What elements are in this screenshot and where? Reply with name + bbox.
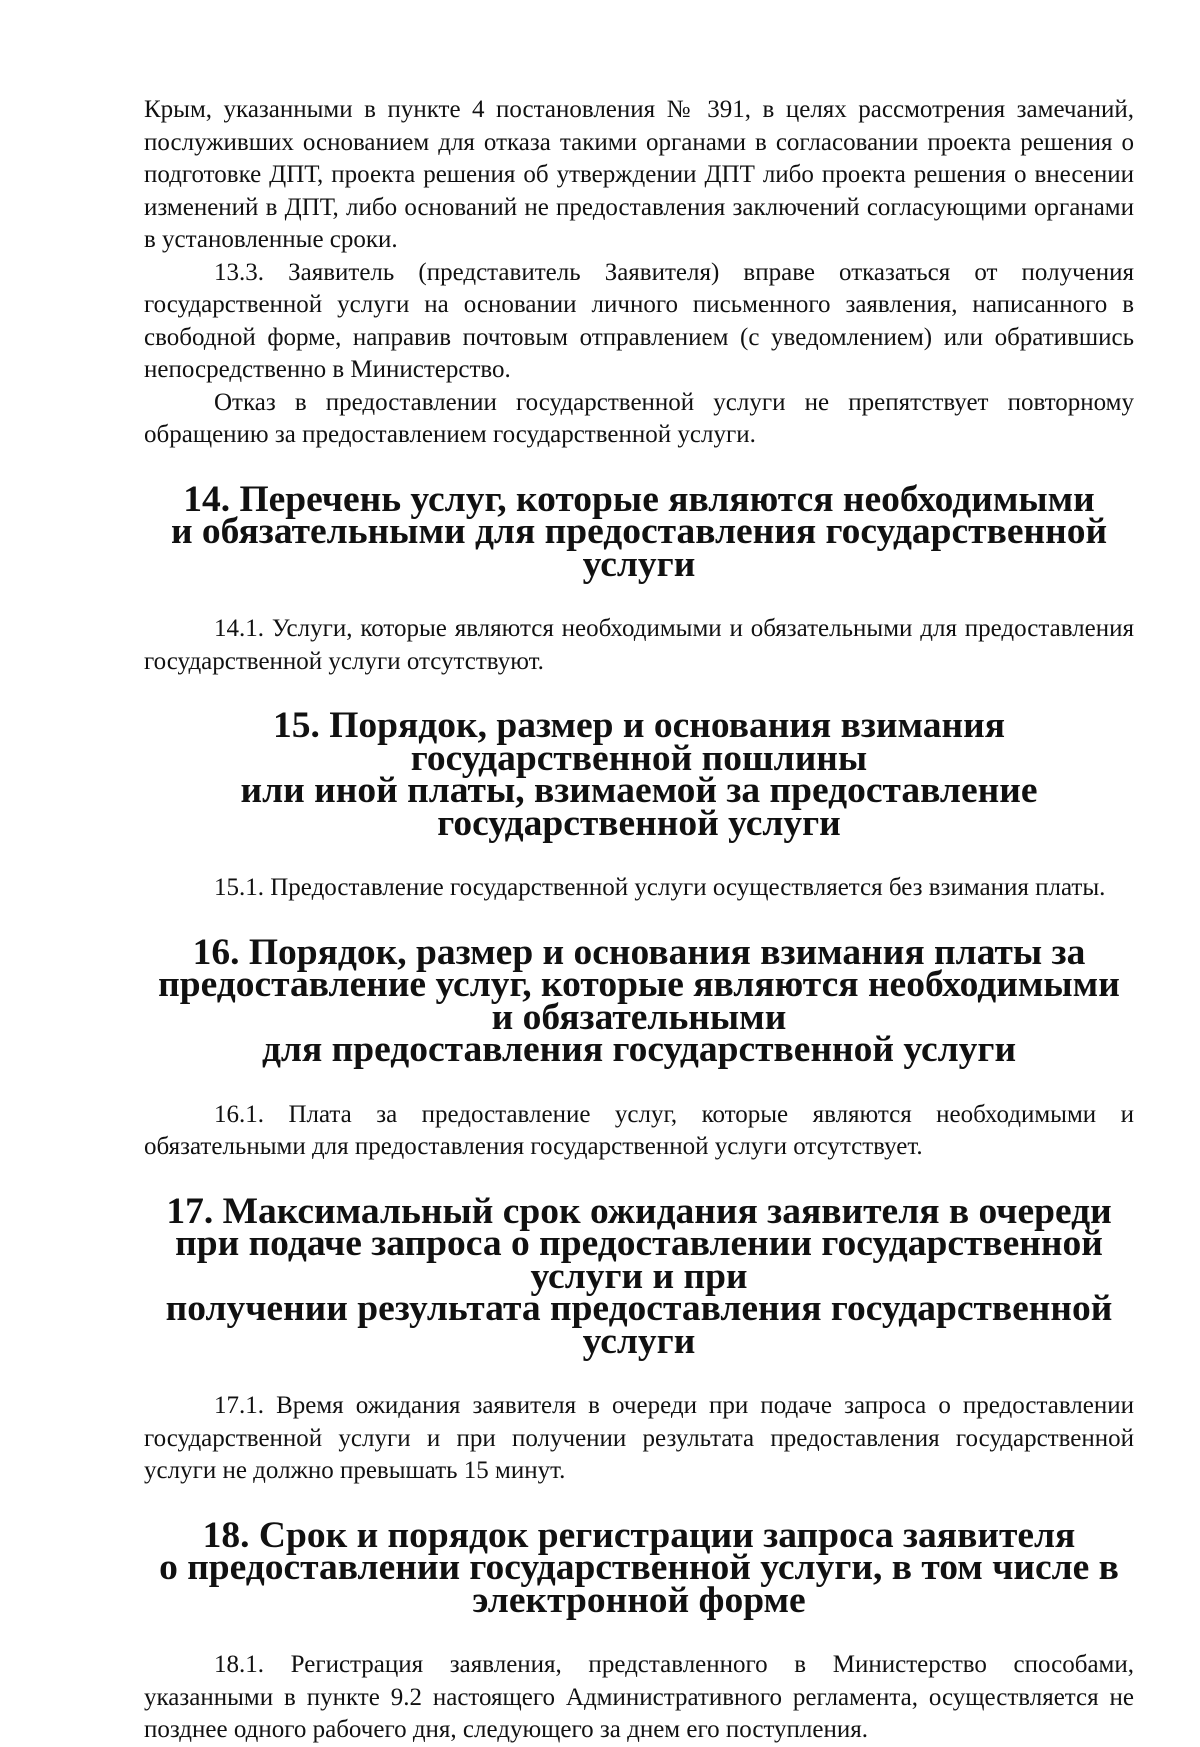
heading-line: 16. Порядок, размер и основания взимания платы за xyxy=(192,931,1086,973)
paragraph-17-1: 17.1. Время ожидания заявителя в очереди при подаче запроса о предоставлении государственной услуги и при получении результата предоставления государственной услуги не должно превышать 15 минут. xyxy=(144,1392,1134,1484)
section-16-heading xyxy=(144,931,1134,1070)
heading-line: получении результата предоставления государственной услуги xyxy=(165,1288,1113,1362)
heading-line: 17. Максимальный срок ожидания заявителя в очереди xyxy=(166,1190,1112,1232)
section-14-heading xyxy=(144,478,1134,585)
heading-line: предоставление услуг, которые являются необходимыми и обязательными xyxy=(158,964,1120,1038)
heading-line: или иной платы, взимаемой за предоставление государственной услуги xyxy=(240,770,1038,844)
section-18-heading xyxy=(144,1514,1134,1621)
paragraph-18-1: 18.1. Регистрация заявления, представленного в Министерство способами, указанными в пункте 9.2 настоящего Административного регламента, осуществляется не позднее одного рабочего дня, следующего за днем его поступления. xyxy=(144,1651,1134,1743)
paragraph-14-1: 14.1. Услуги, которые являются необходимыми и обязательными для предоставления государственной услуги отсутствуют. xyxy=(144,615,1134,675)
document-page xyxy=(144,94,1134,1747)
heading-line: 15. Порядок, размер и основания взимания государственной пошлины xyxy=(272,705,1006,779)
heading-line: 18. Срок и порядок регистрации запроса заявителя xyxy=(202,1514,1076,1556)
paragraph-15-1: 15.1. Предоставление государственной услуги осуществляется без взимания платы. xyxy=(214,874,1106,901)
heading-line: 14. Перечень услуг, которые являются необходимыми xyxy=(183,478,1095,520)
paragraph-13-3: 13.3. Заявитель (представитель Заявителя) вправе отказаться от получения государственной услуги на основании личного письменного заявления, написанного в свободной форме, направив почтовым отправлением (с уведомлением) или обратившись непосредственно в Министерство. xyxy=(144,258,1134,383)
intro-paragraph: Крым, указанными в пункте 4 постановления № 391, в целях рассмотрения замечаний, послуживших основанием для отказа такими органами в согласовании проекта решения о подготовке ДПТ, проекта решения об утверждении ДПТ либо проекта решения о внесении изменений в ДПТ, либо оснований не предоставления заключений согласующими органами в установленные сроки. xyxy=(144,96,1134,253)
heading-line: и обязательными для предоставления государственной услуги xyxy=(170,511,1108,585)
heading-line: о предоставлении государственной услуги, в том числе в электронной форме xyxy=(159,1547,1119,1621)
heading-line: для предоставления государственной услуги xyxy=(261,1029,1017,1070)
paragraph-16-1: 16.1. Плата за предоставление услуг, которые являются необходимыми и обязательными для предоставления государственной услуги отсутствует. xyxy=(144,1100,1134,1160)
section-17-heading xyxy=(144,1190,1134,1362)
section-15-heading xyxy=(144,705,1134,844)
heading-line: при подаче запроса о предоставлении государственной услуги и при xyxy=(175,1223,1103,1297)
paragraph-refusal: Отказ в предоставлении государственной услуги не препятствует повторному обращению за предоставлением государственной услуги. xyxy=(144,388,1134,448)
